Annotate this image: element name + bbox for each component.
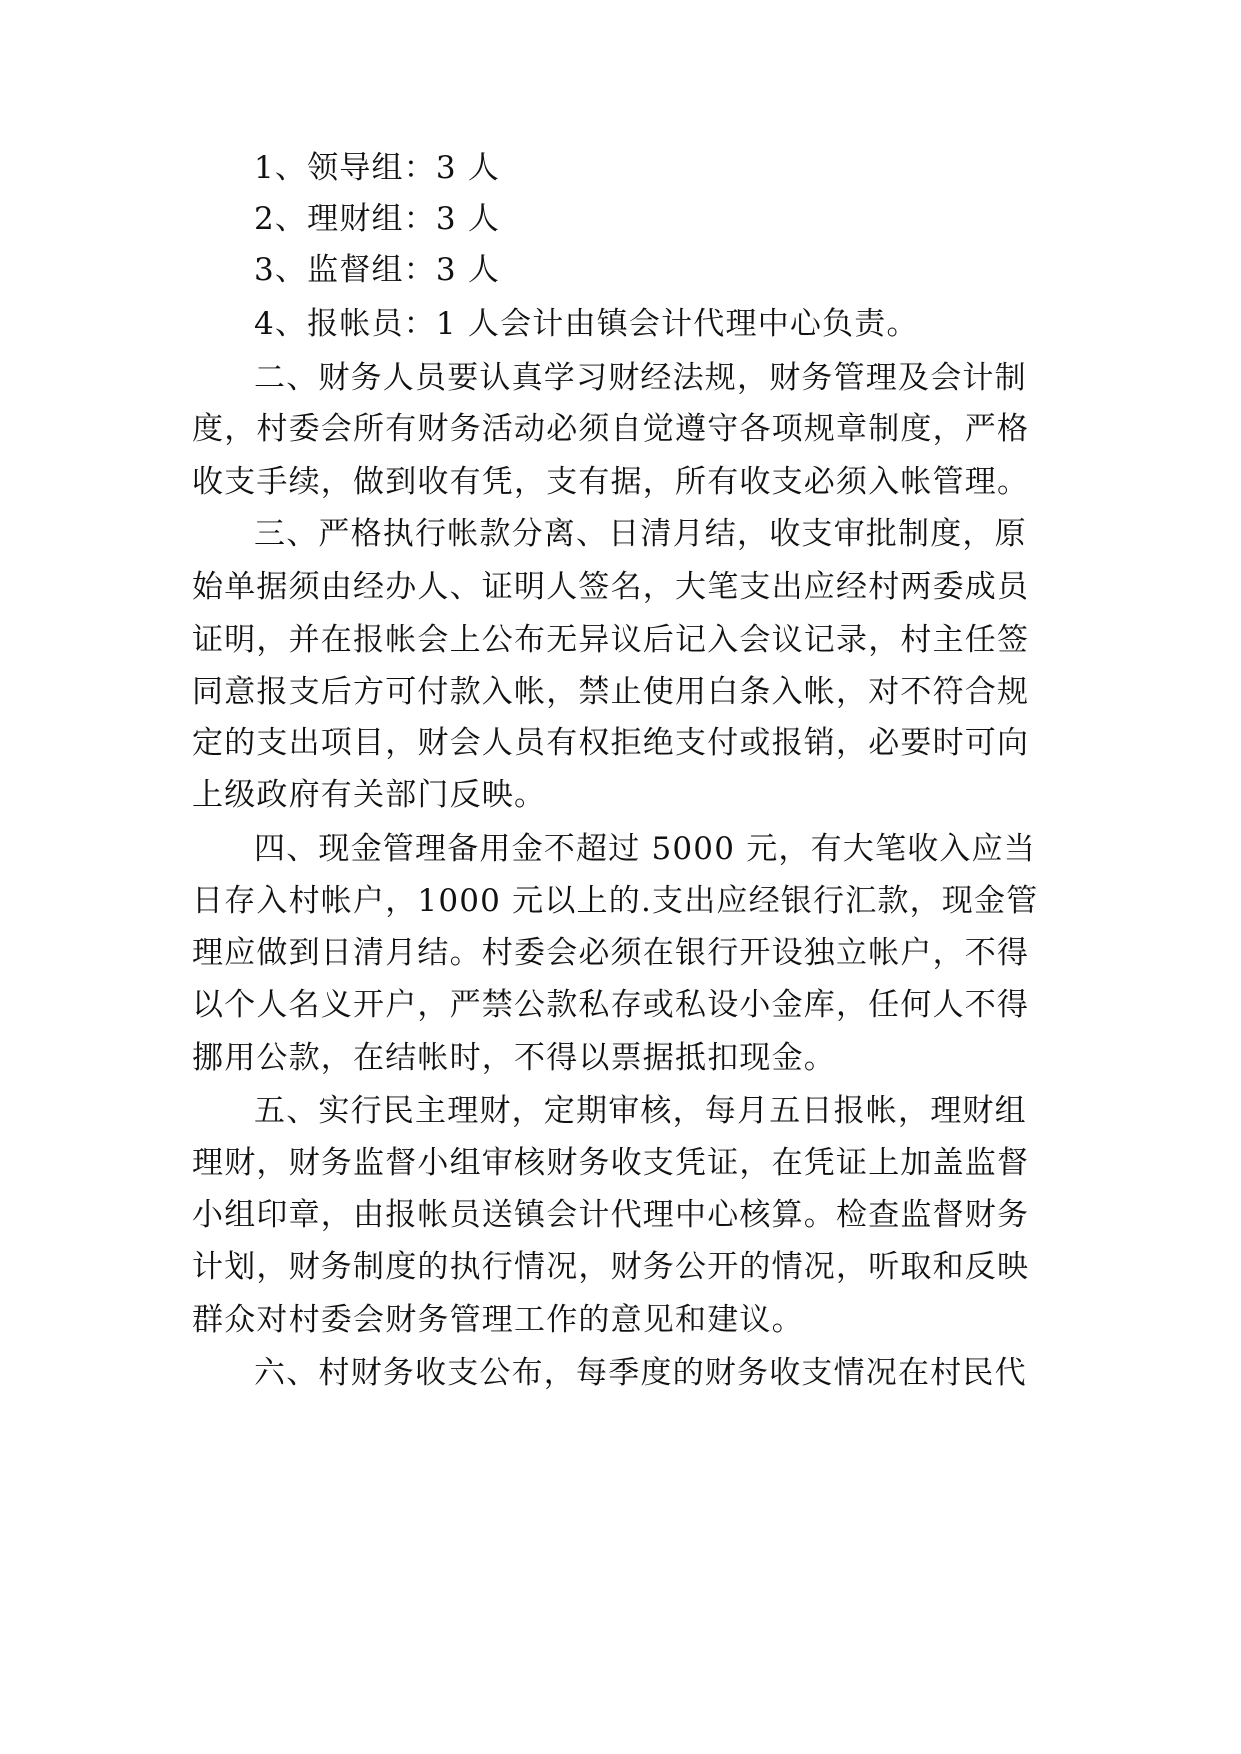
text-line: 始单据须由经办人、证明人签名，大笔支出应经村两委成员 <box>192 569 1030 605</box>
text-line: 小组印章，由报帐员送镇会计代理中心核算。检查监督财务 <box>192 1197 1030 1233</box>
text-line: 收支手续，做到收有凭，支有据，所有收支必须入帐管理。 <box>192 464 1030 500</box>
text-line: 计划，财务制度的执行情况，财务公开的情况，听取和反映 <box>192 1249 1030 1285</box>
text-line: 上级政府有关部门反映。 <box>192 777 547 813</box>
text-line: 二、财务人员要认真学习财经法规，财务管理及会计制 <box>254 360 1027 396</box>
text-line: 理应做到日清月结。村委会必须在银行开设独立帐户，不得 <box>192 935 1030 971</box>
text-line: 2、理财组：3 人 <box>254 201 501 237</box>
text-line: 五、实行民主理财，定期审核，每月五日报帐，理财组 <box>254 1093 1027 1129</box>
text-line: 四、现金管理备用金不超过 5000 元，有大笔收入应当 <box>254 831 1036 867</box>
text-line: 三、严格执行帐款分离、日清月结，收支审批制度，原 <box>254 516 1027 552</box>
text-line: 日存入村帐户，1000 元以上的.支出应经银行汇款，现金管 <box>192 883 1039 919</box>
text-line: 3、监督组：3 人 <box>254 252 501 288</box>
text-line: 度，村委会所有财务活动必须自觉遵守各项规章制度，严格 <box>192 411 1030 447</box>
text-line: 1、领导组：3 人 <box>254 150 501 186</box>
text-line: 定的支出项目，财会人员有权拒绝支付或报销，必要时可向 <box>192 725 1030 761</box>
text-line: 六、村财务收支公布，每季度的财务收支情况在村民代 <box>254 1355 1027 1391</box>
text-line: 同意报支后方可付款入帐，禁止使用白条入帐，对不符合规 <box>192 674 1030 710</box>
text-line: 4、报帐员：1 人会计由镇会计代理中心负责。 <box>254 306 919 342</box>
text-line: 理财，财务监督小组审核财务收支凭证，在凭证上加盖监督 <box>192 1145 1030 1181</box>
text-line: 证明，并在报帐会上公布无异议后记入会议记录，村主任签 <box>192 622 1030 658</box>
text-line: 以个人名义开户，严禁公款私存或私设小金库，任何人不得 <box>192 987 1030 1023</box>
text-line: 挪用公款，在结帐时，不得以票据抵扣现金。 <box>192 1040 836 1076</box>
text-line: 群众对村委会财务管理工作的意见和建议。 <box>192 1302 804 1338</box>
